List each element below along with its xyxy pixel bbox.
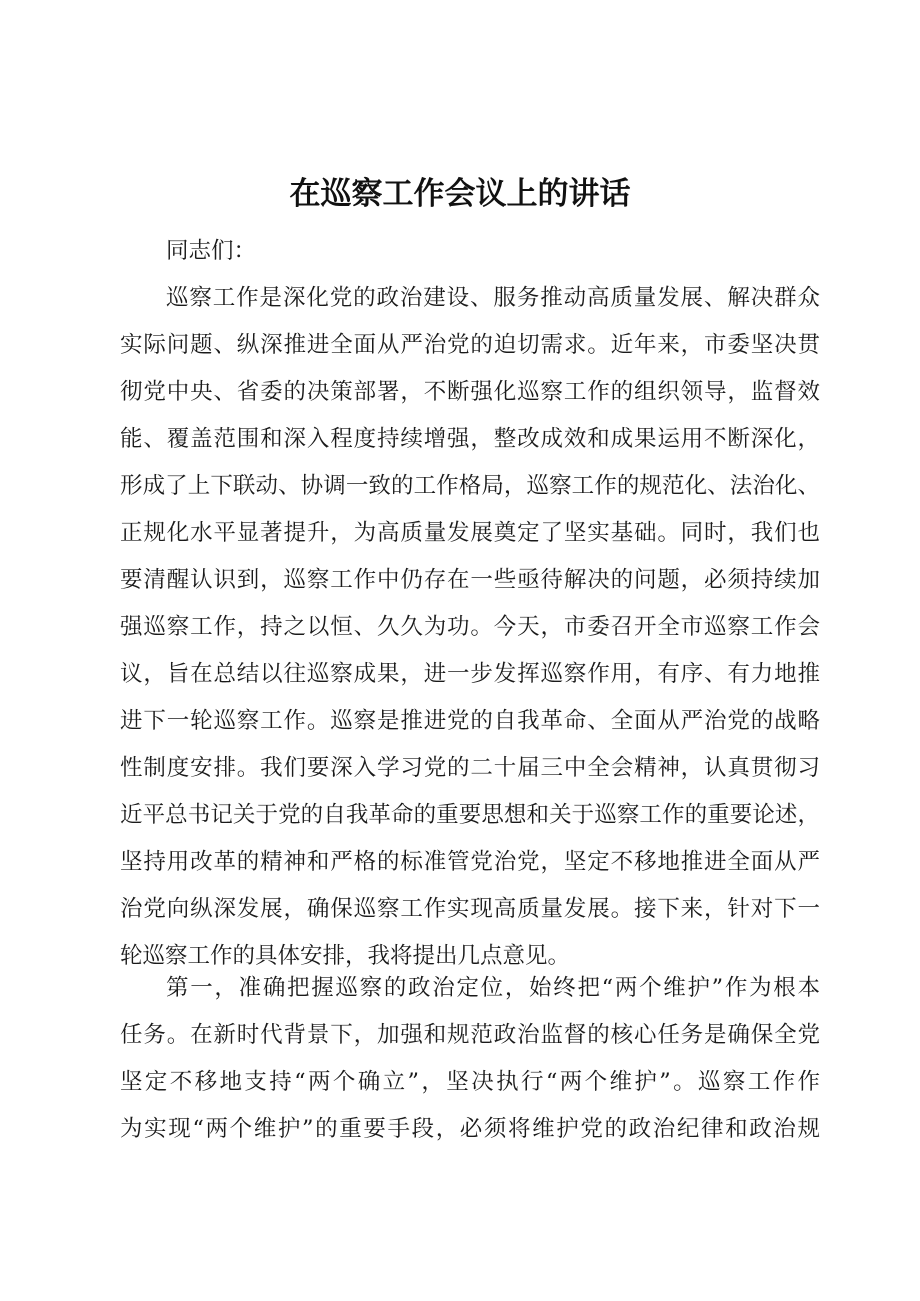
paragraph-1 [120,275,820,980]
paragraph-line: 进下一轮巡察工作。巡察是推进党的自我革命、全面从严治党的战略 [120,708,820,734]
paragraph-line: 强巡察工作，持之以恒、久久为功。今天，市委召开全市巡察工作会 [120,614,820,640]
paragraph-line: 巡察工作是深化党的政治建设、服务推动高质量发展、解决群众 [166,285,820,311]
paragraph-line: 轮巡察工作的具体安排，我将提出几点意见。 [120,943,571,969]
paragraph-line: 彻党中央、省委的决策部署，不断强化巡察工作的组织领导，监督效 [120,379,820,405]
paragraph-line: 治党向纵深发展，确保巡察工作实现高质量发展。接下来，针对下一 [120,896,820,922]
paragraph-line: 性制度安排。我们要深入学习党的二十届三中全会精神，认真贯彻习 [120,755,820,781]
paragraph-line: 要清醒认识到，巡察工作中仍存在一些亟待解决的问题，必须持续加 [120,567,820,593]
paragraph-line: 为实现“两个维护”的重要手段，必须将维护党的政治纪律和政治规 [120,1116,820,1142]
paragraph-line: 任务。在新时代背景下，加强和规范政治监督的核心任务是确保全党 [120,1022,820,1048]
paragraph-line: 形成了上下联动、协调一致的工作格局，巡察工作的规范化、法治化、 [120,473,820,499]
paragraph-line: 坚定不移地支持“两个确立”，坚决执行“两个维护”。巡察工作作 [120,1069,820,1095]
paragraph-line: 议，旨在总结以往巡察成果，进一步发挥巡察作用，有序、有力地推 [120,661,820,687]
paragraph-line: 近平总书记关于党的自我革命的重要思想和关于巡察工作的重要论述， [120,802,820,828]
paragraph-line: 能、覆盖范围和深入程度持续增强，整改成效和成果运用不断深化， [120,426,820,452]
greeting-line: 同志们： [166,238,257,264]
paragraph-2 [120,965,820,1153]
paragraph-line: 正规化水平显著提升，为高质量发展奠定了坚实基础。同时，我们也 [120,520,820,546]
paragraph-line: 坚持用改革的精神和严格的标准管党治党，坚定不移地推进全面从严 [120,849,820,875]
greeting [120,228,820,275]
paragraph-line: 实际问题、纵深推进全面从严治党的迫切需求。近年来，市委坚决贯 [120,332,820,358]
document-title: 在巡察工作会议上的讲话 [289,176,631,212]
paragraph-line: 第一，准确把握巡察的政治定位，始终把“两个维护”作为根本 [166,975,820,1001]
